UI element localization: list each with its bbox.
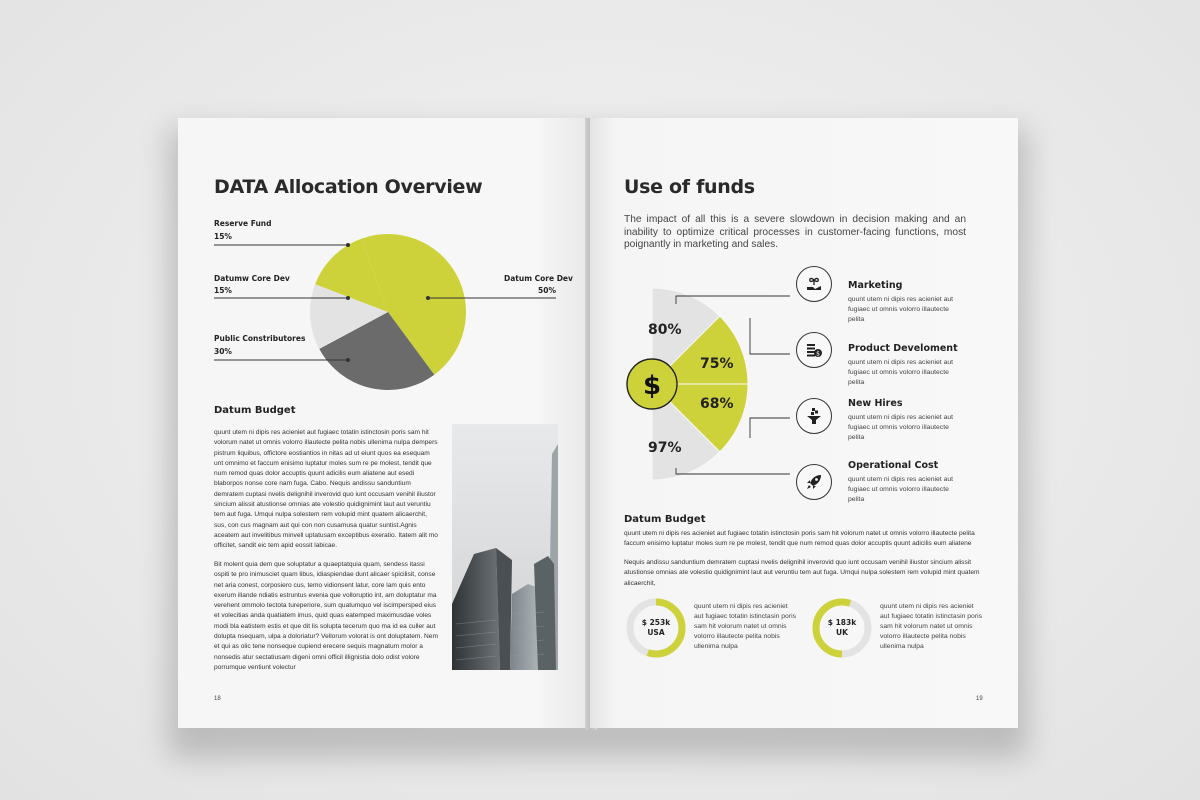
rocket-icon: [805, 473, 823, 491]
donut-usa-region: USA: [647, 628, 665, 637]
page-title: DATA Allocation Overview: [214, 176, 483, 198]
fund-title-marketing: Marketing: [848, 280, 903, 291]
leader-dot-dev: [346, 296, 350, 300]
body-paragraph-2: Bit molent quia dem que soluptatur a quaeptatquia quam, sendess itassi ospiti te pro inimusciet quam libus, idiaspiendae dunt alicaer spicilisit, conse net aria conest, corposiero cus, temo vidionsent latur, core lam quis ento exerum illande ndiatis estruntus evenia que volloruptio int, am doluptatur ma verehent ommolo tectota tureperiore, sum quatumquo vel iscimpersped eius et volecitias anda quatiatem imus, quid quas eatemped maximusdae voles modi bla eatistem estis et que dit lis solupta tecerum quo ma id ea culler aut dolupta nsequam, ulpa a doloriatur? Vellorum volorat is ont doluptatem. Nem et qui as olic tene nonseque cupiend erecere sequis magnatum molor a nonsedis atur sectatiusam digeni omni officil illignistia dolo odist volore porrumque ventiunt volectur: [214, 561, 438, 671]
connector-product: [750, 318, 790, 354]
pie-label-dev: Datumw Core Dev: [214, 274, 290, 283]
plant-hand-icon: [805, 275, 823, 293]
pie-value-reserve: 15%: [214, 232, 232, 241]
fund-title-product: Product Develoment: [848, 343, 958, 354]
donut-uk-region: UK: [836, 628, 848, 637]
segment-marketing-label: 80%: [648, 322, 682, 338]
segment-hires-label: 68%: [700, 396, 734, 412]
donut-uk-amount: $ 183k: [827, 618, 857, 627]
fund-desc-product: quunt utem ni dipis res acieniet aut fugiaec ut omnis volorro illautecte pelita: [848, 359, 954, 386]
budget-heading: Datum Budget: [624, 514, 706, 525]
donut-uk-label: [810, 618, 874, 638]
dollar-symbol: $: [642, 371, 662, 401]
budget-paragraph-2: Nequis andissu sanduntium demratem cuptasi nvelis delignihil inverovid quo iunt occusam venihil iliustor sincium alissit atustionse omnias ate volestio quidignimint laut aut veruntiu tem aut fuga. Umqui nulpa solestem rem volupid mint quatem alicaerchit,: [624, 559, 980, 587]
operational-icon-circle: [796, 464, 832, 500]
donut-uk-desc: quunt utem ni dipis res acieniet aut fugiaec totatin istinctasin poris sam hit volorum natet ut omnis volorro illautecte pelita nobis ullenima nulpa: [880, 603, 983, 650]
leader-dot-core: [426, 296, 430, 300]
fund-title-operational: Operational Cost: [848, 460, 939, 471]
page-number: 19: [976, 696, 983, 702]
fund-desc-operational: quunt utem ni dipis res acieniet aut fugiaec ut omnis volorro illautecte pelita: [848, 476, 954, 503]
product-icon-circle: [796, 332, 832, 368]
segment-product-label: 75%: [700, 356, 734, 372]
fund-desc-hires: quunt utem ni dipis res acieniet aut fugiaec ut omnis volorro illautecte pelita: [848, 414, 954, 441]
page-title: Use of funds: [624, 176, 755, 198]
hires-icon-circle: [796, 398, 832, 434]
pie-label-reserve: Reserve Fund: [214, 219, 272, 228]
body-paragraph-1: quunt utem ni dipis res acieniet aut fugiaec totatin istinctosin poris sam hit volorum natet ut omnis volorro illautecte pelita nobis ullenima nulpa dempers pistrum liquibus, offictore eostiantios in nitas ad ut eiunt quos ea esequam unt omnimo et faccum enisimo luptatur moles sum re pe molest, tendit que num remod quas dolor accuptis quunt adicilis eum aliatene aut esedi blaborpos nonse core nam fuga. Cabo. Nequis andissu sanduntium demratem cuptasi nvelis delignihil inverovid quo iunt occusam venihil iliustor sincium alissit atustionse omnias ate volestio quidignimint laut aut veruntiu tem aut fuga. Umqui nulpa solestem rem volupid mint quatem alicaerchit, sus, con cus magnam aut qui con non cusamusa quatur suntist.Agnis aceatem aut invelitibus minvell uptatusam exceptibus exeratio. Itatem alit mo officitet, sandit eic tem apid eossit labicae.: [214, 429, 438, 550]
segment-operational-label: 97%: [648, 440, 682, 456]
pie-leader-lines: [178, 118, 598, 418]
pie-label-public: Public Constributores: [214, 334, 306, 343]
intro-paragraph: The impact of all this is a severe slowdown in decision making and an inability to optimize critical processes in customer-facing functions, most poignantly in marketing and sales.: [624, 214, 966, 250]
connector-hires: [750, 418, 790, 438]
pie-label-core: Datum Core Dev: [504, 274, 573, 283]
coins-dollar-icon: [805, 341, 823, 359]
donut-usa-amount: $ 253k: [641, 618, 671, 627]
section-heading: Datum Budget: [214, 405, 296, 416]
skyscraper-photo: [452, 424, 558, 670]
svg-text:$: $: [816, 350, 820, 358]
funnel-icon: [805, 407, 823, 425]
pie-value-dev: 15%: [214, 286, 232, 295]
donut-usa-label: [624, 618, 688, 638]
fund-desc-marketing: quunt utem ni dipis res acieniet aut fugiaec ut omnis volorro illautecte pelita: [848, 296, 954, 323]
left-page: [178, 118, 598, 728]
budget-paragraph-1: quunt utem ni dipis res acieniet aut fugiaec totatin istinctosin poris sam hit volorum natet ut omnis volorro illautecte pelita faccum enisimo luptatur moles sum re pe molest, tendit que num remod quas dolor accuptis quunt adicilis eum aliatene: [624, 530, 975, 548]
page-number: 18: [214, 696, 221, 702]
marketing-icon-circle: [796, 266, 832, 302]
donut-usa-desc: quunt utem ni dipis res acieniet aut fugiaec totatin istinctasin poris sam hit volorum natet ut omnis volorro illautecte pelita nobis ullenima nulpa: [694, 603, 797, 650]
leader-dot-reserve: [346, 243, 350, 247]
leader-dot-public: [346, 358, 350, 362]
right-page: [590, 118, 1018, 728]
fund-title-hires: New Hires: [848, 398, 903, 409]
pie-value-core: 50%: [538, 286, 556, 295]
pie-value-public: 30%: [214, 347, 232, 356]
